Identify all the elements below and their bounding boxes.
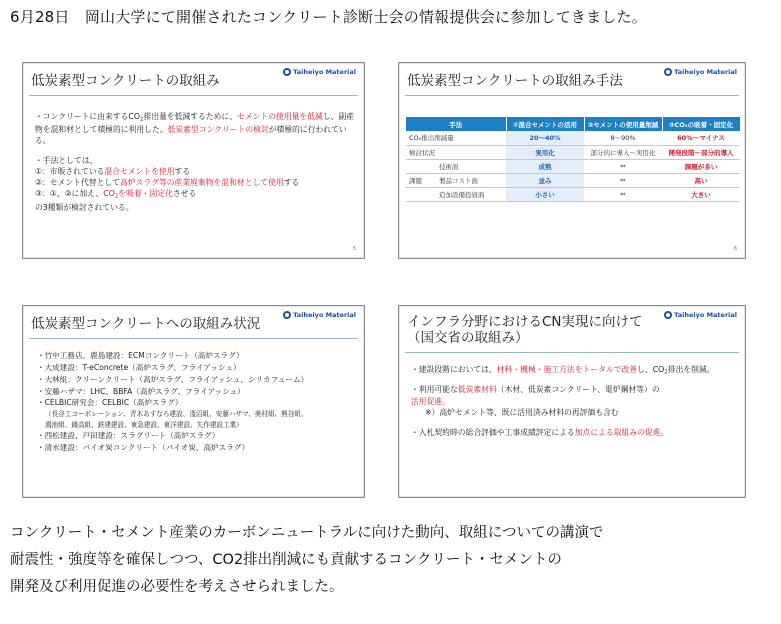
page-number: 6 bbox=[733, 246, 737, 252]
page-number: 5 bbox=[352, 246, 356, 252]
table-row bbox=[406, 131, 740, 145]
list-note: （長谷工コーポレーション、青木あすなろ建設、淺沼組、安藤ハザマ、奥村組、熊谷組、 bbox=[45, 410, 308, 419]
table-cell: ⇔ bbox=[584, 159, 662, 173]
slide-title: 低炭素型コンクリートの取組み bbox=[31, 73, 220, 89]
list-item: ・大林組：クリーンクリート（高炉スラグ、フライアッシュ、シリカフューム） bbox=[37, 374, 309, 384]
row-label: 検討状況 bbox=[406, 145, 506, 159]
table-cell: 小さい bbox=[506, 187, 584, 201]
slide-body bbox=[37, 350, 359, 453]
row-label: 追加設備投資面 bbox=[436, 187, 506, 201]
company-logo: Taiheiyo Material bbox=[664, 311, 737, 319]
list-item: ・西松建設、戸田建設：スラグリート（高炉スラグ） bbox=[37, 430, 220, 440]
table-cell: 成熟 bbox=[506, 159, 584, 173]
list-item: ・竹中工務店、鹿島建設：ECMコンクリート（高炉スラグ） bbox=[37, 351, 244, 360]
row-label: CO₂排出削減量 bbox=[406, 131, 506, 145]
table-cell: 8〜90% bbox=[584, 131, 662, 145]
list-item: ・清水建設：バイオ炭コンクリート（バイオ炭、高炉スラグ） bbox=[37, 442, 250, 452]
caption-line: 耐震性・強度等を確保しつつ、CO2排出削減にも貢献するコンクリート・セメントの bbox=[10, 552, 562, 568]
row-group bbox=[406, 159, 436, 173]
list-item: ・大成建設：T-eConcrete（高炉スラグ、フライアッシュ） bbox=[37, 362, 241, 372]
logo-mark-icon bbox=[283, 68, 291, 76]
table-cell: 高い bbox=[662, 173, 740, 187]
table-row bbox=[406, 187, 740, 201]
header-cell: ③CO₂の吸着・固定化 bbox=[662, 117, 740, 131]
title-divider bbox=[29, 95, 358, 96]
method-2: ②：セメント代替として高炉スラグ等の産業廃棄物を混和材として使用する bbox=[35, 178, 300, 188]
slide-title: 低炭素型コンクリートの取組み手法 bbox=[407, 73, 623, 89]
table-cell: 大きい bbox=[662, 187, 740, 201]
bullet-co2: ・コンクリートに由来する$CO_2$排出量を低減するために、セメントの使用量を低減し、副産物を混和材として積極的に利用した、低炭素型コンクリートの検討が積極的に行われている。 bbox=[35, 112, 354, 146]
headline: 6月28日 岡山大学にて開催されたコンクリート診断士会の情報提供会に参加してきました。 bbox=[10, 8, 647, 26]
bullet-construction: ・建設段階においては、材料・機械・施工方法をトータルで改善し、$CO_2$排出を削減。 bbox=[411, 365, 715, 376]
table-cell: ⇔ bbox=[584, 173, 662, 187]
slide-body bbox=[411, 364, 737, 439]
logo-mark-icon bbox=[664, 311, 672, 319]
slide-methods-table bbox=[398, 62, 746, 259]
table-cell: ⇔ bbox=[584, 187, 662, 201]
table-cell: 実用化 bbox=[506, 145, 584, 159]
title-divider bbox=[405, 352, 739, 353]
slide-mlit-efforts bbox=[398, 305, 746, 498]
bullet-note: ※）高炉セメント等、既に活用済み材料の再評価も含む bbox=[425, 408, 619, 418]
table-row bbox=[406, 173, 740, 187]
bullet-bidding: ・入札契約時の総合評価や工事成績評定による加点による取組みの促進。 bbox=[411, 428, 669, 438]
logo-mark-icon bbox=[664, 68, 672, 76]
caption-line: コンクリート・セメント産業のカーボンニュートラルに向けた動向、取組についての講演で bbox=[10, 525, 604, 541]
table-cell: 開発段階〜部分的導入 bbox=[662, 145, 740, 159]
table-row bbox=[406, 159, 740, 173]
row-label: 技術面 bbox=[436, 159, 506, 173]
list-item: ・CELBIC研究会：CELBIC（高炉スラグ） bbox=[37, 398, 183, 408]
header-cell: ①混合セメントの活用 bbox=[506, 117, 584, 131]
caption-line: 開発及び利用促進の必要性を考えさせられました。 bbox=[10, 579, 344, 595]
method-summary: の3種類が検討されている。 bbox=[35, 202, 134, 212]
table-header-row bbox=[406, 117, 740, 131]
company-logo: Taiheiyo Material bbox=[664, 68, 737, 76]
title-divider bbox=[405, 95, 739, 96]
company-logo: Taiheiyo Material bbox=[283, 68, 356, 76]
table-cell: 並み bbox=[506, 173, 584, 187]
method-1: ①：市販されている混合セメントを使用する bbox=[35, 167, 191, 177]
methods-table bbox=[406, 117, 741, 202]
method-3: ③：①、②に加え、$CO_2$を吸着・固定化させる bbox=[35, 189, 197, 200]
slide-low-carbon-efforts bbox=[22, 62, 365, 259]
bullet-materials: ・利用可能な低炭素材料（木材、低炭素コンクリート、電炉鋼材等）の 活用促進。 bbox=[411, 385, 660, 406]
slide-body bbox=[35, 111, 355, 213]
table-cell: 部分的に導入〜実用化 bbox=[584, 145, 662, 159]
list-item: ・安藤ハザマ：LHC、BBFA（高炉スラグ、フライアッシュ） bbox=[37, 386, 245, 396]
table-cell: 20〜40% bbox=[506, 131, 584, 145]
company-logo: Taiheiyo Material bbox=[283, 311, 356, 319]
logo-mark-icon bbox=[283, 311, 291, 319]
title-divider bbox=[29, 338, 358, 339]
table-cell: 課題が多い bbox=[662, 159, 740, 173]
caption-text bbox=[10, 520, 603, 601]
bullet-methods: ・手法としては、 bbox=[35, 156, 98, 166]
row-group bbox=[406, 187, 436, 201]
slide-title: 低炭素型コンクリートへの取組み状況 bbox=[31, 316, 261, 332]
slide-title: インフラ分野におけるCN実現に向けて （国交省の取組み） bbox=[407, 314, 643, 347]
table-cell: 60%〜マイナス bbox=[662, 131, 740, 145]
slide-company-efforts bbox=[22, 305, 365, 498]
header-cell: ②セメントの使用量削減 bbox=[584, 117, 662, 131]
list-note: 鴻池組、錢高組、鉄建建設、東急建設、東洋建設、矢作建設工業） bbox=[45, 420, 243, 429]
header-cell: 手法 bbox=[406, 117, 506, 131]
row-group: 課題 bbox=[406, 173, 436, 187]
row-label: 製品コスト面 bbox=[436, 173, 506, 187]
table-row bbox=[406, 145, 740, 159]
